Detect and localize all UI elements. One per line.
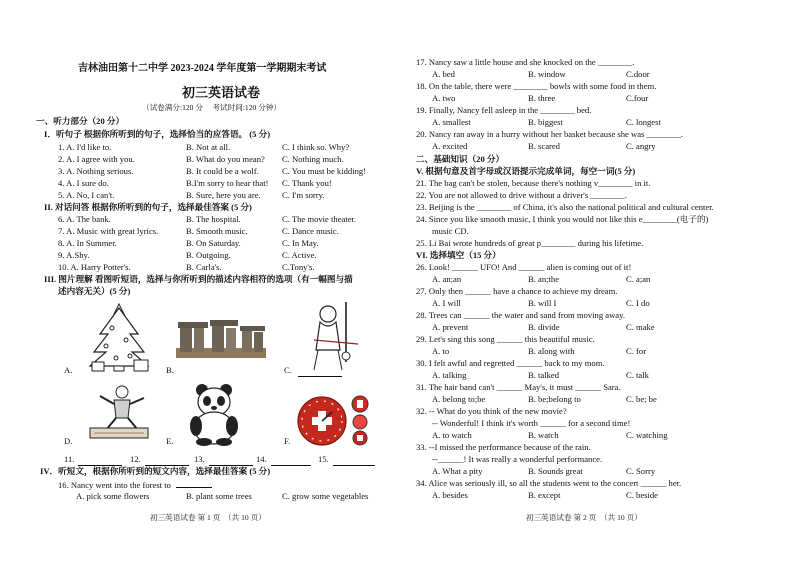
section-listening: 一、听力部分（20 分） <box>36 116 125 126</box>
option-c[interactable]: C. watching <box>626 430 668 440</box>
option-a[interactable]: 7. A. Music with great lyrics. <box>58 226 159 236</box>
question-29: 29. Let's sing this song ______ this beautiful music. <box>416 334 595 344</box>
blank-label: 12. <box>130 454 141 464</box>
option-a[interactable]: 4. A. I sure do. <box>58 178 109 188</box>
exam-title: 吉林油田第十二中学 2023-2024 学年度第一学期期末考试 <box>78 63 327 74</box>
option-c[interactable]: C. Dance music. <box>282 226 339 236</box>
option-c[interactable]: C. grow some vegetables <box>282 491 369 501</box>
option-b[interactable]: B. biggest <box>528 117 563 127</box>
question-text: 16. Nancy went into the forest to <box>58 480 171 490</box>
stonehenge-picture[interactable] <box>176 318 266 360</box>
question-32: 32. -- What do you think of the new movie? <box>416 406 567 416</box>
blank-label: 15. <box>318 454 329 464</box>
question-24-cont: music CD. <box>432 226 469 236</box>
option-a[interactable]: 10. A. Harry Potter's. <box>58 262 131 272</box>
question-32-reply: -- Wonderful! I think it's worth ______ for a second time! <box>432 418 631 428</box>
answer-blank[interactable] <box>176 479 212 488</box>
option-a[interactable]: A. to <box>432 346 450 356</box>
option-c[interactable]: C. The movie theater. <box>282 214 357 224</box>
option-a[interactable]: A. belong to;be <box>432 394 486 404</box>
option-b[interactable]: B. Outgoing. <box>186 250 231 260</box>
option-b[interactable]: B. Sounds great <box>528 466 583 476</box>
option-c[interactable]: C. In May. <box>282 238 319 248</box>
option-a[interactable]: 2. A. I agree with you. <box>58 154 135 164</box>
option-b[interactable]: B. Not at all. <box>186 142 231 152</box>
option-a[interactable]: A. an;an <box>432 274 462 284</box>
option-b[interactable]: B.I'm sorry to hear that! <box>186 178 269 188</box>
option-a[interactable]: A. prevent <box>432 322 469 332</box>
option-a[interactable]: 8. A. In Summer. <box>58 238 117 248</box>
question-31: 31. The hair band can't ______ May's, it must ______ Sara. <box>416 382 621 392</box>
option-b[interactable]: B. will I <box>528 298 557 308</box>
part3-heading-line2: 述内容无关）(5 分) <box>58 286 131 296</box>
picture-label-c: C. <box>284 365 292 375</box>
option-b[interactable]: B. scared <box>528 141 560 151</box>
option-a[interactable]: 3. A. Nothing serious. <box>58 166 134 176</box>
part5-heading: V. 根据句意及首字母或汉语提示完成单词，每空一词(5 分) <box>416 166 636 176</box>
blank-label: 14. <box>256 454 267 464</box>
option-a[interactable]: 9. A.Shy. <box>58 250 90 260</box>
option-a[interactable]: A. to watch <box>432 430 472 440</box>
question-23: 23. Beijing is the ________ of China, it's also the national political and cultural center. <box>416 202 714 212</box>
option-c[interactable]: C. I'm sorry. <box>282 190 325 200</box>
question-27: 27. Only then ______ have a chance to achieve my dream. <box>416 286 618 296</box>
picture-label-a: A. <box>64 365 73 375</box>
question-16-stem <box>58 479 212 490</box>
option-c[interactable]: C.four <box>626 93 649 103</box>
option-a[interactable]: A. talking <box>432 370 467 380</box>
option-c[interactable]: C.door <box>626 69 650 79</box>
question-20: 20. Nancy ran away in a hurry without her basket because she was ________. <box>416 129 684 139</box>
option-a[interactable]: 5. A. No, I can't. <box>58 190 115 200</box>
option-a[interactable]: A. pick some flowers <box>76 491 150 501</box>
option-c[interactable]: C. for <box>626 346 647 356</box>
option-b[interactable]: B. three <box>528 93 556 103</box>
part3-heading-line1: III. 图片理解 看图听短语，选择与你所听到的描述内容相符的选项（有一幅图与描 <box>44 274 353 284</box>
dancing-man-picture[interactable] <box>84 384 154 444</box>
question-28: 28. Trees can ______ the water and sand from moving away. <box>416 310 625 320</box>
option-c[interactable]: C. Thank you! <box>282 178 332 188</box>
option-a[interactable]: 1. A. I'd like to. <box>58 142 112 152</box>
answer-blank[interactable] <box>271 457 311 466</box>
question-30: 30. I felt awful and regretted ______ back to my mom. <box>416 358 605 368</box>
question-25: 25. Li Bai wrote hundreds of great p________ during his lifetime. <box>416 238 644 248</box>
option-b[interactable]: B. What do you mean? <box>186 154 265 164</box>
option-b[interactable]: B. be;belong to <box>528 394 581 404</box>
exam-meta: （试卷满分:120 分 考试时间:120 分钟） <box>142 103 282 112</box>
option-c[interactable]: C. I think so. Why? <box>282 142 350 152</box>
option-a[interactable]: A. What a pity <box>432 466 483 476</box>
option-a[interactable]: A. besides <box>432 490 468 500</box>
option-a[interactable]: A. smallest <box>432 117 471 127</box>
question-19: 19. Finally, Nancy fell asleep in the ________ bed. <box>416 105 592 115</box>
blank-label: 13. <box>194 454 205 464</box>
question-33-reply: --______! It was really a wonderful performance. <box>432 454 603 464</box>
question-24: 24. Since you like smooth music, I think you would not like this e________(电子的) <box>416 214 709 224</box>
option-b[interactable]: B. On Saturday. <box>186 238 241 248</box>
part2-heading: II. 对话问答 根据你所听到的句子，选择最佳答案 (5 分) <box>44 202 252 212</box>
option-a[interactable]: A. bed <box>432 69 455 79</box>
question-22: 22. You are not allowed to drive without a driver's ________. <box>416 190 627 200</box>
option-c[interactable]: C. make <box>626 322 655 332</box>
blank-label: 11. <box>64 454 75 464</box>
picture-label-d: D. <box>64 436 73 446</box>
section-basic: 二、基础知识（20 分） <box>416 154 505 164</box>
picture-label-f: F. <box>284 436 291 446</box>
question-26: 26. Look! ______ UFO! And ______ alien is coming out of it! <box>416 262 632 272</box>
option-a[interactable]: 6. A. The bank. <box>58 214 111 224</box>
option-b[interactable]: B. talked <box>528 370 560 380</box>
option-c[interactable]: C. talk <box>626 370 649 380</box>
option-c[interactable]: C. beside <box>626 490 658 500</box>
option-b[interactable]: B. It could be a wolf. <box>186 166 259 176</box>
picture-label-b: B. <box>166 365 174 375</box>
part6-heading: VI. 选择填空（15 分） <box>416 250 501 260</box>
question-34: 34. Alice was seriously ill, so all the students went to the concert ______ her. <box>416 478 682 488</box>
option-a[interactable]: A. two <box>432 93 456 103</box>
option-b[interactable]: B. Carla's. <box>186 262 222 272</box>
option-a[interactable]: A. I will <box>432 298 461 308</box>
option-b[interactable]: B. Smooth music. <box>186 226 248 236</box>
option-c[interactable]: C. Active. <box>282 250 317 260</box>
page-footer: 初三英语试卷 第 2 页 （共 10 页） <box>526 513 642 522</box>
option-b[interactable]: B. except <box>528 490 561 500</box>
question-21: 21. The bag can't be stolen, because there's nothing v________ in it. <box>416 178 651 188</box>
exam-subtitle: 初三英语试卷 <box>182 85 261 100</box>
question-18: 18. On the table, there were ________ bowls with some food in them. <box>416 81 657 91</box>
option-c[interactable]: C. I do <box>626 298 650 308</box>
option-b[interactable]: B. along with <box>528 346 575 356</box>
part1-heading: I．听句子 根据你所听到的句子，选择恰当的应答语。 (5 分) <box>44 129 271 139</box>
answer-blank[interactable] <box>333 457 375 466</box>
option-c[interactable]: C. longest <box>626 117 661 127</box>
option-c[interactable]: C. Nothing much. <box>282 154 344 164</box>
option-b[interactable]: B. Sure, here you are. <box>186 190 261 200</box>
option-c[interactable]: C. Sorry <box>626 466 656 476</box>
question-33: 33. --I missed the performance because of the rain. <box>416 442 591 452</box>
christmas-tree-picture[interactable] <box>86 300 152 374</box>
swiss-clock-picture[interactable] <box>296 394 372 450</box>
part4-heading: IV．听短文，根据你所听到的短文内容，选择最佳答案 (5 分) <box>40 466 271 476</box>
option-c[interactable]: C. be; be <box>626 394 657 404</box>
option-c[interactable]: C. angry <box>626 141 656 151</box>
option-b[interactable]: B. an;the <box>528 274 560 284</box>
option-b[interactable]: B. watch <box>528 430 559 440</box>
option-b[interactable]: B. divide <box>528 322 560 332</box>
option-b[interactable]: B. plant some trees <box>186 491 252 501</box>
option-b[interactable]: B. window <box>528 69 566 79</box>
option-c[interactable]: C.Tony's. <box>282 262 315 272</box>
answer-blank[interactable] <box>209 457 253 466</box>
picture-c-blank <box>298 368 342 377</box>
page-footer: 初三英语试卷 第 1 页 （共 10 页） <box>150 513 266 522</box>
option-a[interactable]: A. excited <box>432 141 468 151</box>
option-c[interactable]: C. You must be kidding! <box>282 166 367 176</box>
answer-blank[interactable] <box>78 457 122 466</box>
option-b[interactable]: B. The hospital. <box>186 214 241 224</box>
erhu-player-picture[interactable] <box>306 300 362 378</box>
picture-label-e: E. <box>166 436 174 446</box>
answer-blank[interactable] <box>145 457 189 466</box>
option-c[interactable]: C. a;an <box>626 274 651 284</box>
panda-picture[interactable] <box>186 382 242 448</box>
question-17: 17. Nancy saw a little house and she knocked on the ________. <box>416 57 635 67</box>
